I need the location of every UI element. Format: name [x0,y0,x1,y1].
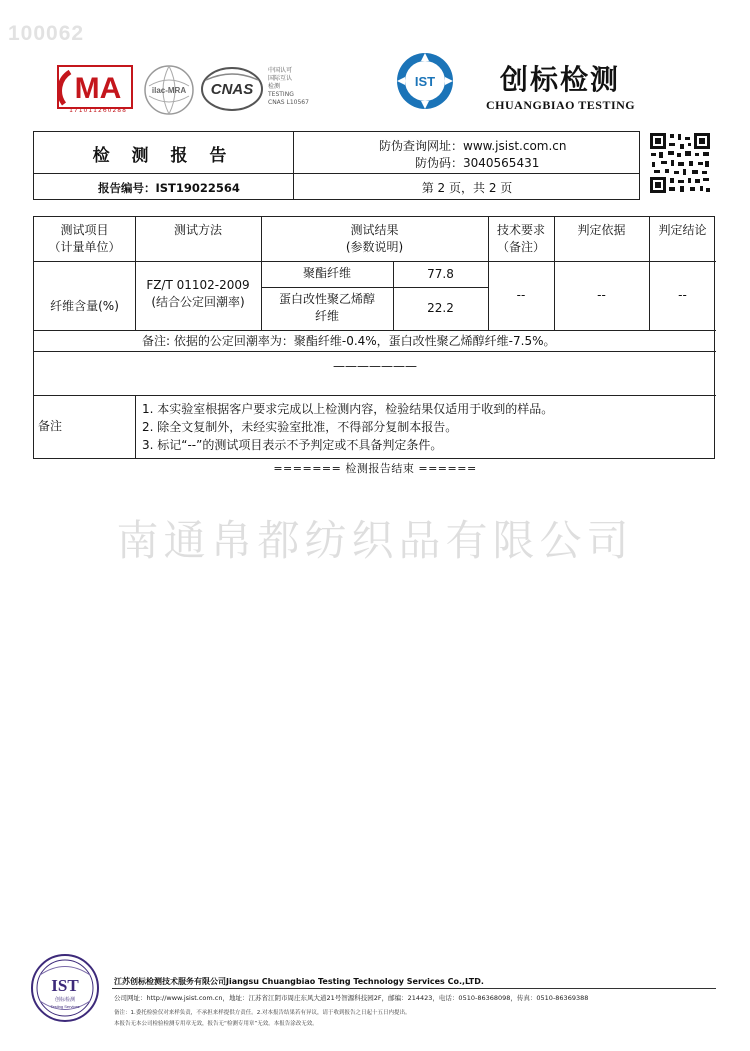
cma-logo-text: MA [74,72,122,105]
verify-code: 防伪码：3040565431 [415,156,540,170]
ilac-logo-text: ilac-MRA [151,86,187,95]
cnas-logo [200,66,264,112]
blank-row-dash: ——————— [333,359,417,373]
footer-note: 本报告无本公司检验检测专用章无效，报告无“检测专用章”无效。本报告涂改无效。 [114,1021,318,1027]
footer-seal-sub: 创标检测 [54,997,76,1003]
footer-note: 备注：1.委托检验仅对来样负责，不承担来样提供方责任。2.对本报告结果若有异议，请于收到报告之日起十五日内提出。 [114,1010,411,1016]
fiber1-name: 聚酯纤维 [302,266,351,280]
row-method: FZ/T 01102-2009 (结合公定回潮率) [146,278,250,309]
fiber1-value: 77.8 [427,267,454,281]
note-item: 1. 本实验室根据客户要求完成以上检测内容，检验结果仅适用于收到的样品。 [142,402,554,416]
col-header-result: 测试结果 (参数说明) [345,223,404,254]
qr-code-icon [648,131,712,195]
cma-code: 171011260288 [69,107,127,114]
note-item: 2. 除全文复制外，未经实验室批准，不得部分复制本报告。 [142,420,458,434]
ist-footer-seal [30,953,100,1023]
verify-url: 防伪查询网址：www.jsist.com.cn [379,139,567,153]
row-conclusion: -- [678,288,687,302]
report-number: 报告编号：IST19022564 [98,181,240,195]
row-item: 纤维含量(%) [50,299,119,313]
page-info: 第 2 页，共 2 页 [421,181,513,195]
report-end-line: ======= 检测报告结束 ====== [273,462,477,475]
brand-name-cn: 创标检测 [500,63,621,96]
row-requirement: -- [516,288,526,302]
notes-list [142,400,712,454]
cnas-caption: 中国认可 国际互认 检测 TESTING CNAS L10567 [268,67,309,106]
footer-seal-text: IST [51,976,79,995]
footer-company: 江苏创标检测技术服务有限公司Jiangsu Chuangbiao Testing Technology Services Co.,LTD. [114,977,484,986]
remark-row: 备注: 依据的公定回潮率为：聚酯纤维-0.4%，蛋白改性聚乙烯醇纤维-7.5%。 [142,334,556,348]
report-header-table [33,131,640,200]
note-item: 3. 标记“--”的测试项目表示不予判定或不具备判定条件。 [142,438,443,452]
col-header-conclusion: 判定结论 [658,223,707,237]
col-header-requirement: 技术要求 （备注） [496,223,545,254]
cnas-logo-text: CNAS [210,81,254,98]
corner-id: 100062 [8,22,85,45]
fiber2-name: 蛋白改性聚乙烯醇 纤维 [278,292,375,323]
brand-name-en: CHUANGBIAO TESTING [486,98,636,112]
footer-seal-sub2: Testing Services [50,1004,80,1009]
ilac-mra-logo [143,64,195,116]
row-basis: -- [597,288,606,302]
footer-address: 公司网址：http://www.jsist.com.cn，地址：江苏省江阴市周庄东风大道21号智源科技园2F，邮编：214423，电话：0510-86368098，传真：0510-86369388 [114,994,589,1002]
results-table [33,216,715,459]
notes-label: 备注 [38,419,63,433]
report-title: 检 测 报 告 [92,146,235,166]
col-header-method: 测试方法 [173,223,222,237]
ist-brand-logo [394,50,456,112]
fiber2-value: 22.2 [427,301,454,315]
col-header-item: 测试项目 （计量单位） [48,223,121,254]
ist-brand-logo-text: IST [414,74,436,89]
col-header-basis: 判定依据 [577,223,626,237]
watermark: 南通帛都纺织品有限公司 [116,516,634,565]
